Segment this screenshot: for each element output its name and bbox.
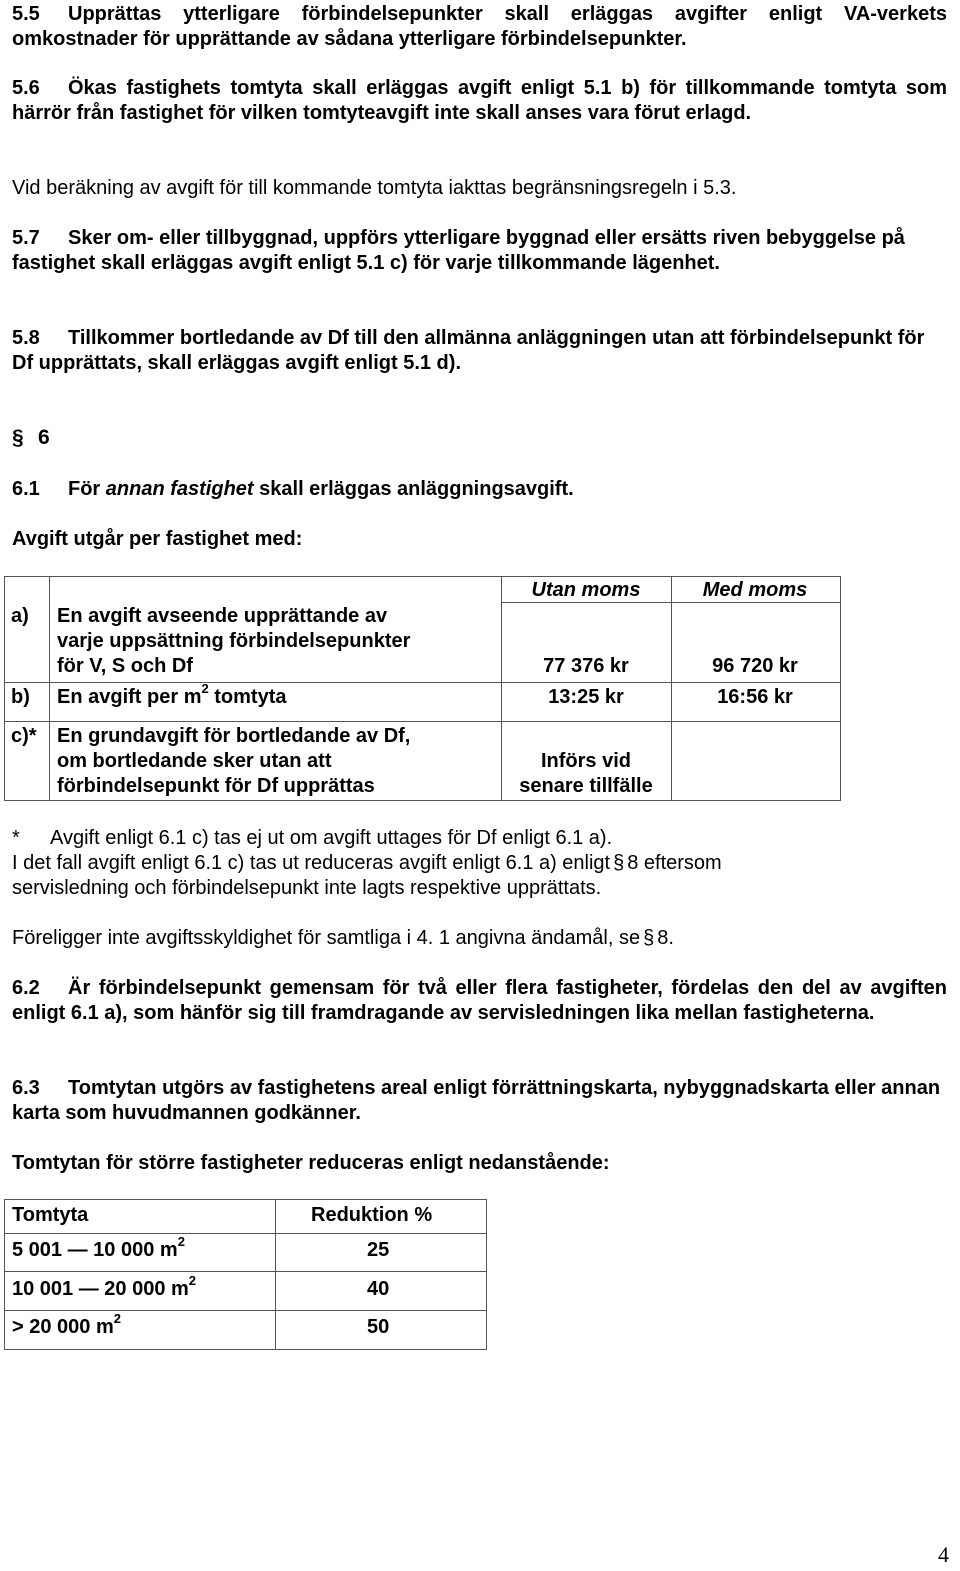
paragraph-text-pre: För	[68, 478, 101, 500]
reduction-row-area: 10 001 — 20 000 $m^2$	[12, 1273, 197, 1300]
row-b-label: b)	[11, 686, 30, 708]
reduction-table	[4, 1199, 487, 1350]
row-c-label: c)*	[11, 725, 37, 747]
row-b-excl: 13:25 kr	[548, 686, 624, 708]
paragraph-5-5	[12, 2, 947, 52]
header-incl-vat: Med moms	[702, 579, 808, 601]
row-a-label: a)	[11, 605, 29, 627]
header-area: Tomtyta	[12, 1204, 89, 1226]
row-a-excl: 77 376 kr	[543, 655, 629, 677]
reduction-row-area: > 20 000 $m^2$	[12, 1311, 121, 1338]
paragraph-number: 5.5	[12, 3, 40, 25]
paragraph-6-2	[12, 976, 947, 1026]
paragraph-text: Ökas fastighets tomtyta skall erläggas avgift enligt 5.1 b) för tillkommande tomtyta som härrör från fastighet för vilken tomtyteavgift inte skall anses vara förut erlagd.	[12, 77, 947, 124]
row-c-excl-line-2: senare tillfälle	[519, 775, 653, 797]
row-c-line-1: En grundavgift för bortledande av Df,	[57, 725, 411, 747]
paragraph-6-1	[12, 477, 947, 502]
row-c-excl-line-1: Införs vid	[540, 750, 631, 772]
paragraph-number: 5.8	[12, 327, 40, 349]
paragraph-text-emphasis: annan fastighet	[105, 478, 254, 500]
footnote-star: *	[12, 827, 20, 849]
row-a-line-3: för V, S och Df	[57, 655, 193, 677]
paragraph-text: Tillkommer bortledande av Df till den allmänna anläggningen utan att förbindelsepunkt för Df upprättats, skall erläggas avgift enligt 5.1 d).	[12, 327, 925, 374]
reduction-row-pct: 40	[367, 1278, 390, 1300]
section-symbol: §	[12, 426, 24, 449]
row-c-line-2: om bortledande sker utan att	[57, 750, 332, 772]
row-a-line-1: En avgift avseende upprättande av	[57, 605, 388, 627]
reduction-row-pct: 50	[367, 1316, 390, 1338]
paragraph-text: Upprättas ytterligare förbindelsepunkter skall erläggas avgifter enligt VA-verkets omkostnader för upprättande av sådana ytterligare förbindelsepunkter.	[12, 3, 947, 50]
paragraph-number: 6.2	[12, 977, 40, 999]
paragraph-text-post: skall erläggas anläggningsavgift.	[259, 478, 574, 500]
header-reduction: Reduktion %	[311, 1204, 433, 1226]
reduction-row-pct: 25	[367, 1239, 390, 1261]
footnote-line-1: * Avgift enligt 6.1 c) tas ej ut om avgift uttages för Df enligt 6.1 a).	[12, 827, 613, 849]
paragraph-text: Tomtytan utgörs av fastighetens areal enligt förrättningskarta, nybyggnadskarta eller annan karta som huvudmannen godkänner.	[12, 1077, 941, 1124]
reduction-row-area: 5 001 — 10 000 $m^2$	[12, 1234, 185, 1261]
row-c-line-3: förbindelsepunkt för Df upprättas	[57, 775, 375, 797]
row-b-text: En avgift per $m^2$ tomtyta	[57, 681, 287, 708]
footnote-line-3: servisledning och förbindelsepunkt inte lagts respektive upprättats.	[12, 877, 602, 899]
footnote-line-2: I det fall avgift enligt 6.1 c) tas ut reduceras avgift enligt 6.1 a) enligt § 8 eftersom	[12, 852, 722, 874]
row-b-incl: 16:56 kr	[717, 686, 793, 708]
header-excl-vat: Utan moms	[531, 579, 641, 601]
page-number: 4	[938, 1542, 949, 1567]
paragraph-5-7	[12, 226, 947, 276]
paragraph-number: 6.3	[12, 1077, 40, 1099]
fee-table	[4, 576, 841, 801]
paragraph-number: 5.6	[12, 77, 40, 99]
reduction-intro: Tomtytan för större fastigheter reduceras enligt nedanstående:	[12, 1152, 610, 1174]
paragraph-number: 6.1	[12, 478, 40, 500]
section-heading-6	[12, 426, 50, 450]
paragraph-5-8	[12, 326, 947, 376]
row-a-line-2: varje uppsättning förbindelsepunkter	[57, 630, 411, 652]
section-symbol: §	[643, 927, 655, 949]
paragraph-5-6	[12, 76, 947, 126]
paragraph-number: 5.7	[12, 227, 40, 249]
footnote	[12, 826, 947, 901]
foreligger-note: Föreligger inte avgiftsskyldighet för samtliga i 4. 1 angivna ändamål, se § 8.	[12, 927, 674, 949]
paragraph-text: Är förbindelsepunkt gemensam för två eller flera fastigheter, fördelas den del av avgiften enligt 6.1 a), som hänför sig till framdragande av servisledningen lika mellan fastigheterna.	[12, 977, 947, 1024]
fee-intro: Avgift utgår per fastighet med:	[12, 528, 303, 550]
paragraph-text: Sker om- eller tillbyggnad, uppförs ytterligare byggnad eller ersätts riven bebyggelse på fastighet skall erläggas avgift enligt 5.1 c) för varje tillkommande lägenhet.	[12, 227, 905, 274]
section-number: 6	[38, 426, 50, 449]
paragraph-5-6-note: Vid beräkning av avgift för till kommande tomtyta iakttas begränsningsregeln i 5.3.	[12, 177, 737, 199]
row-a-incl: 96 720 kr	[712, 655, 798, 677]
section-symbol: §	[613, 852, 625, 874]
paragraph-6-3	[12, 1076, 947, 1126]
